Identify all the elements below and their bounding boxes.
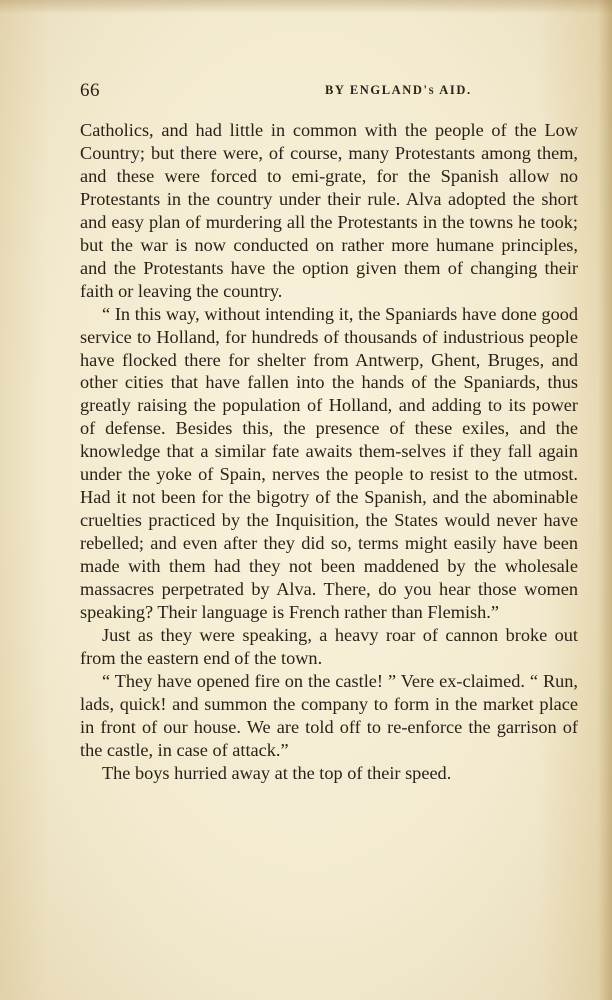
paragraph-continued: Catholics, and had little in common with the people of the Low Country; but there were, of course, many Protestants among them, and these were forced to emi-grate, for the Spanish allow no Protestants in the country under their rule. Alva adopted the short and easy plan of murdering all the Protestants in the towns he took; but the war is now conducted on rather more humane principles, and the Protestants have the option given them of changing their faith or leaving the country. [80, 120, 578, 301]
paragraph-spaniards: “ In this way, without intending it, the Spaniards have done good service to Holland, for hundreds of thousands of industrious people have flocked there for shelter from Antwerp, Ghent, Bruges, and other cities that have fallen into the hands of the Spaniards, thus greatly raising the population of Holland, and adding to its power of defense. Besides this, the presence of these exiles, and the knowledge that a similar fate awaits them-selves if they fall again under the yoke of Spain, nerves the people to resist to the utmost. Had it not been for the bigotry of the Spanish, and the abominable cruelties practiced by the Inquisition, the States would never have rebelled; and even after they did so, terms might easily have been made with them had they not been maddened by the wholesale massacres perpetrated by Alva. There, do you hear those women speaking? Their language is French rather than Flemish.” [80, 303, 578, 623]
paragraph-boys: The boys hurried away at the top of their speed. [102, 762, 452, 783]
paragraph-cannon: Just as they were speaking, a heavy roar of cannon broke out from the eastern end of the town. [80, 624, 578, 668]
body-text [80, 119, 578, 785]
page-number: 66 [80, 80, 100, 101]
paragraph-castle: “ They have opened fire on the castle! ” Vere ex-claimed. “ Run, lads, quick! and summon the company to form in the market place in front of our house. We are told off to re-enforce the garrison of the castle, in case of attack.” [80, 670, 578, 760]
running-title: BY ENGLAND's AID. [325, 83, 472, 97]
page-right-edge [598, 0, 612, 1000]
page-top-shadow [0, 0, 612, 14]
page-header [80, 80, 578, 104]
